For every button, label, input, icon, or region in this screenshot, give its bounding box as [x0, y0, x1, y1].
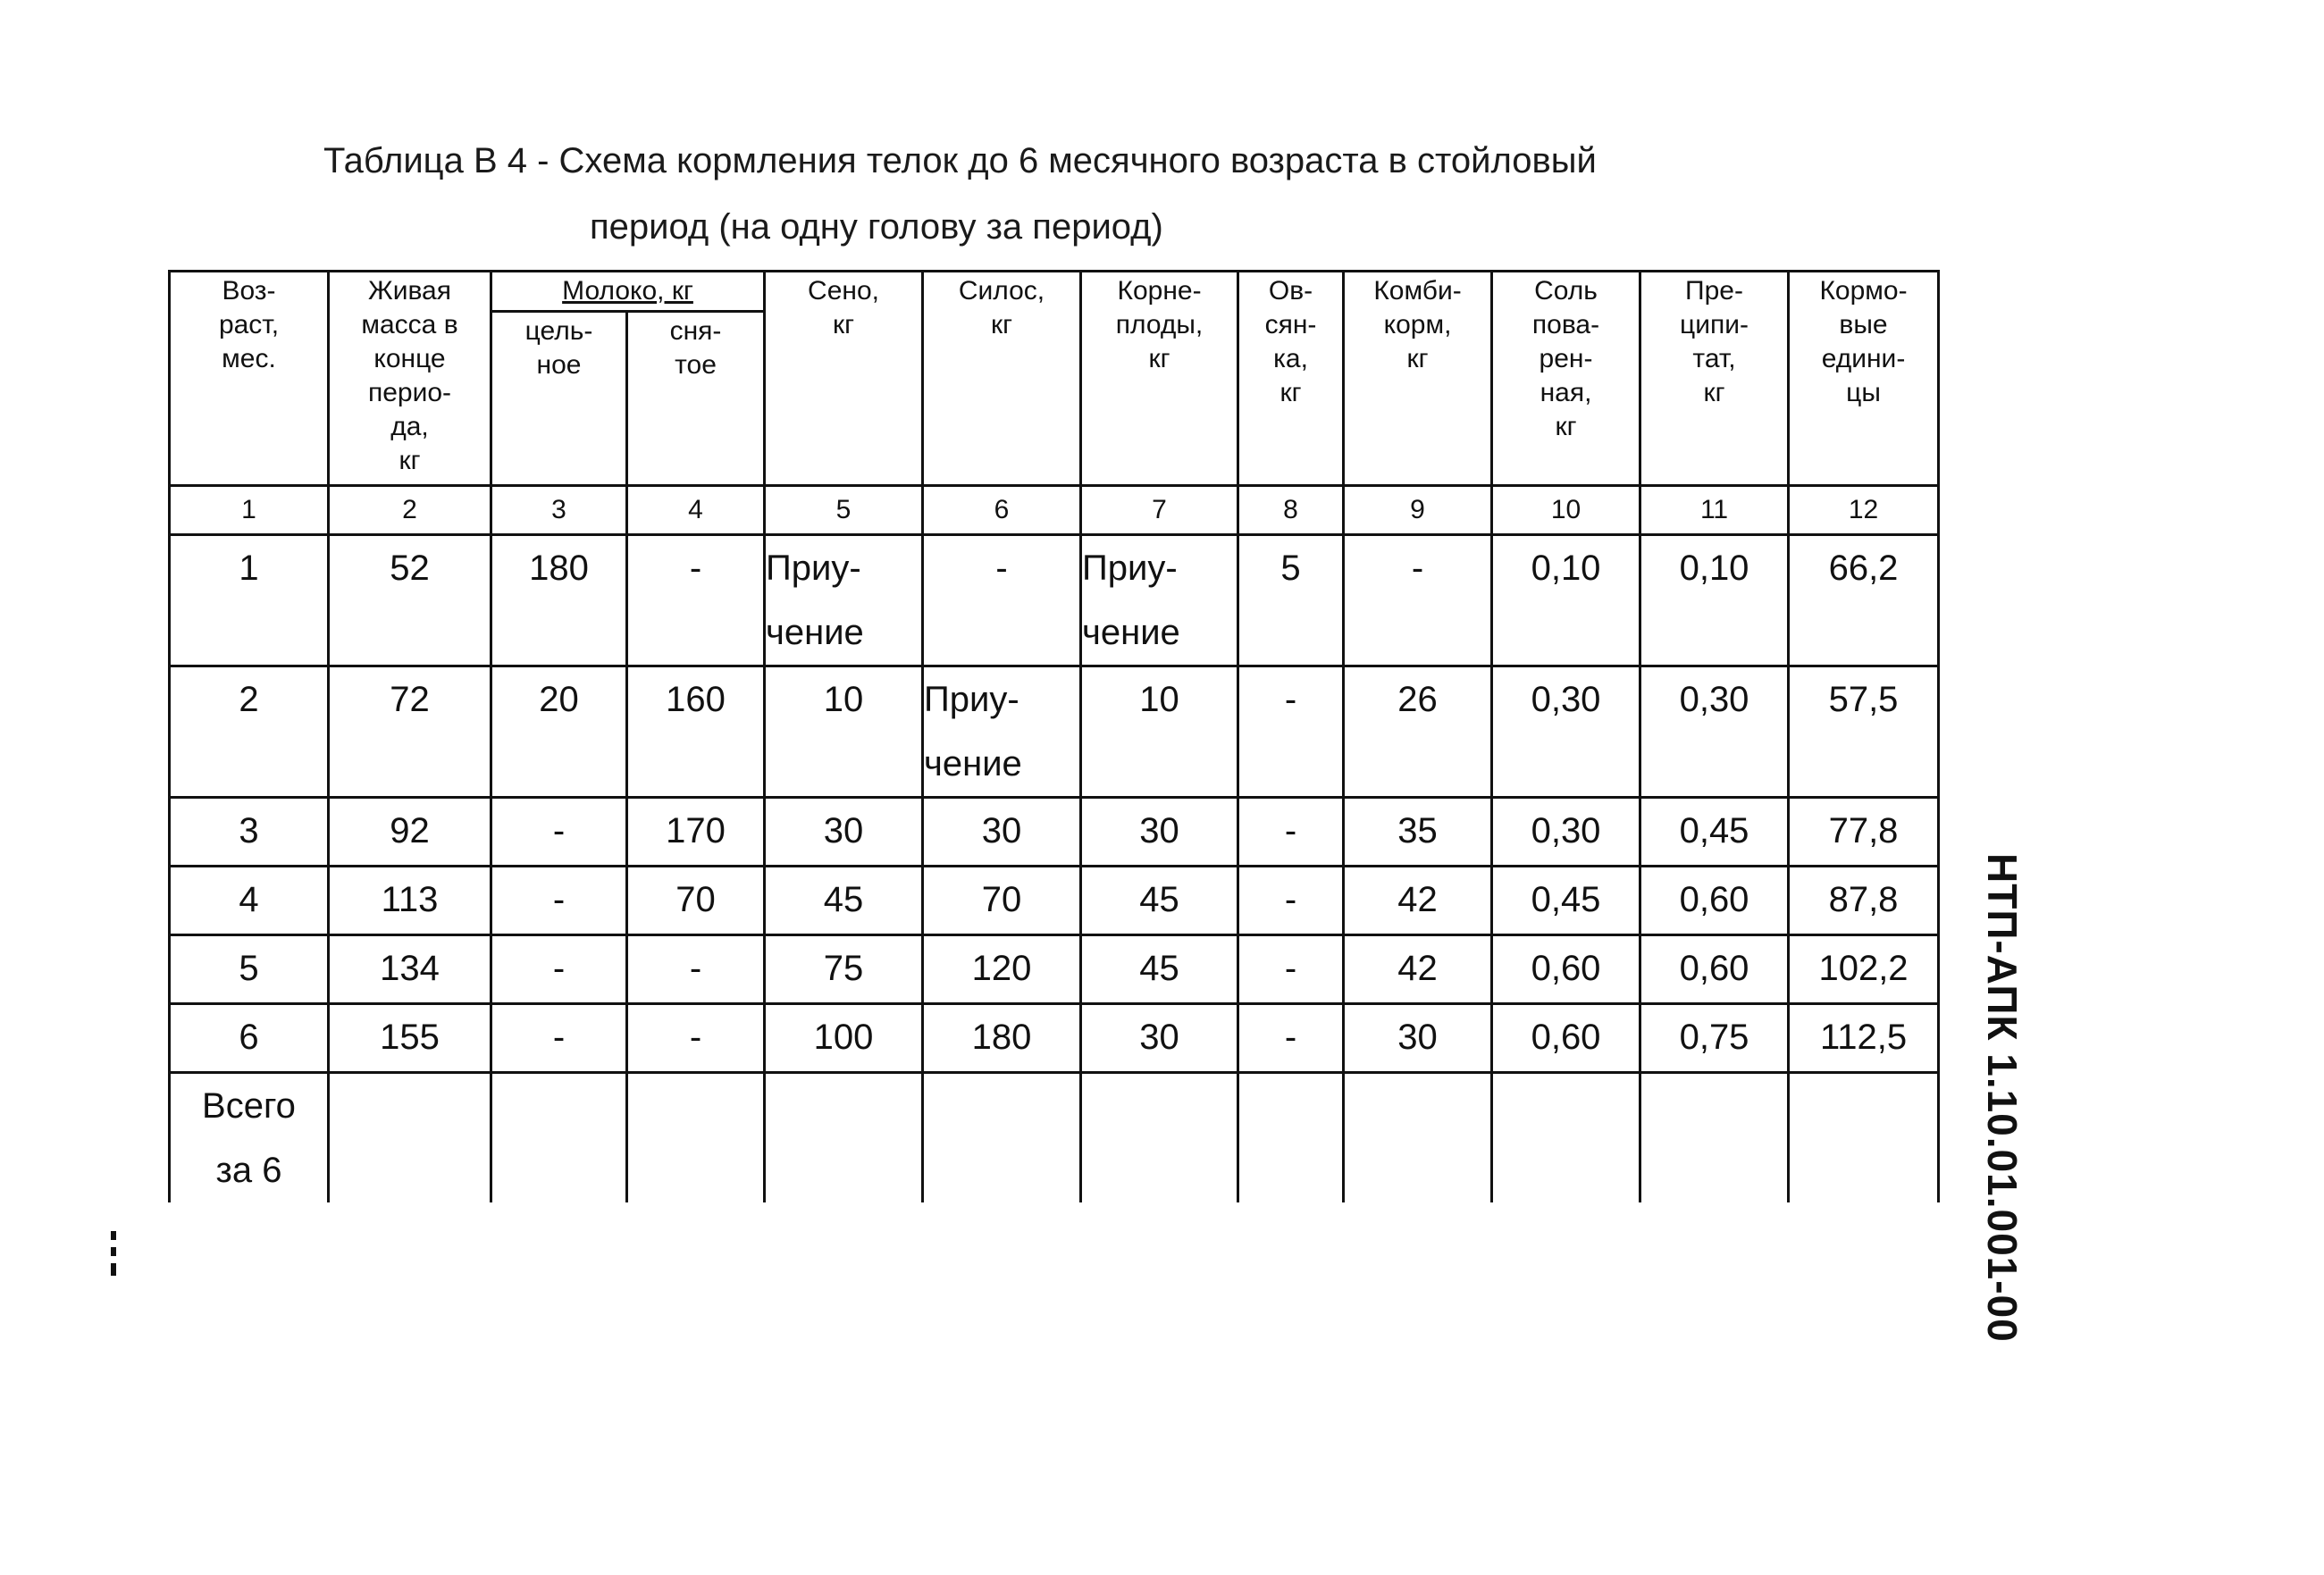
- header-milk-whole: цель- ное: [491, 312, 627, 486]
- table-cell: Приу- чение: [1081, 535, 1238, 666]
- table-cell: 20: [491, 666, 627, 798]
- table-cell: [1081, 1073, 1238, 1203]
- table-cell: 45: [765, 867, 923, 935]
- header-milk-skimmed: сня- тое: [627, 312, 765, 486]
- table-cell: [765, 1073, 923, 1203]
- table-cell: 30: [1081, 1004, 1238, 1073]
- table-caption-line-2: период (на одну голову за период): [590, 207, 1163, 247]
- header-silage: Силос, кг: [923, 272, 1081, 486]
- column-number: 7: [1081, 486, 1238, 535]
- feeding-scheme-table: [168, 270, 1940, 1202]
- table-cell: 70: [923, 867, 1081, 935]
- table-cell: -: [1238, 666, 1344, 798]
- table-cell: -: [627, 1004, 765, 1073]
- table-cell: 102,2: [1789, 935, 1939, 1004]
- table-row: [170, 935, 1939, 1004]
- margin-mark: [111, 1231, 120, 1286]
- table-cell: [1238, 1073, 1344, 1203]
- header-live-weight: Живая масса в конце перио- да, кг: [329, 272, 491, 486]
- table-cell: [1492, 1073, 1640, 1203]
- table-cell: 75: [765, 935, 923, 1004]
- table-cell: 0,10: [1492, 535, 1640, 666]
- table-cell: 66,2: [1789, 535, 1939, 666]
- column-number: 9: [1344, 486, 1492, 535]
- table-cell: 5: [170, 935, 329, 1004]
- table-cell: 180: [491, 535, 627, 666]
- table-cell: 112,5: [1789, 1004, 1939, 1073]
- table-cell: 0,75: [1640, 1004, 1789, 1073]
- table-cell: 180: [923, 1004, 1081, 1073]
- column-number: 8: [1238, 486, 1344, 535]
- header-hay: Сено, кг: [765, 272, 923, 486]
- header-table-salt: Соль пова- рен- ная, кг: [1492, 272, 1640, 486]
- table-cell: -: [491, 798, 627, 867]
- table-row: [170, 666, 1939, 798]
- table-cell: 4: [170, 867, 329, 935]
- table-cell: 5: [1238, 535, 1344, 666]
- table-cell: 35: [1344, 798, 1492, 867]
- table-cell: 57,5: [1789, 666, 1939, 798]
- table-cell: 45: [1081, 935, 1238, 1004]
- table-cell: 30: [1081, 798, 1238, 867]
- table-row: [170, 1004, 1939, 1073]
- header-precipitate: Пре- ципи- тат, кг: [1640, 272, 1789, 486]
- header-age: Воз- раст, мес.: [170, 272, 329, 486]
- table-cell: -: [1238, 867, 1344, 935]
- table-cell: -: [1238, 1004, 1344, 1073]
- table-cell: 1: [170, 535, 329, 666]
- table-cell: 45: [1081, 867, 1238, 935]
- table-cell: 0,60: [1492, 935, 1640, 1004]
- table-cell: 2: [170, 666, 329, 798]
- table-cell: 0,60: [1640, 935, 1789, 1004]
- table-cell: -: [1238, 935, 1344, 1004]
- table-cell: [1640, 1073, 1789, 1203]
- table-cell: 3: [170, 798, 329, 867]
- table-cell: [923, 1073, 1081, 1203]
- table-cell: 6: [170, 1004, 329, 1073]
- table-cell: [627, 1073, 765, 1203]
- table-cell: -: [491, 935, 627, 1004]
- table-cell: 170: [627, 798, 765, 867]
- column-number: 10: [1492, 486, 1640, 535]
- column-number: 1: [170, 486, 329, 535]
- table-cell: -: [627, 935, 765, 1004]
- table-cell: 72: [329, 666, 491, 798]
- table-cell: -: [923, 535, 1081, 666]
- column-number: 4: [627, 486, 765, 535]
- table-cell: [491, 1073, 627, 1203]
- table-cell: 0,60: [1492, 1004, 1640, 1073]
- column-number-row: [170, 486, 1939, 535]
- table-cell: 30: [923, 798, 1081, 867]
- total-label: Всего за 6: [170, 1073, 329, 1203]
- table-cell: 120: [923, 935, 1081, 1004]
- table-cell: -: [1238, 798, 1344, 867]
- table-cell: 0,60: [1640, 867, 1789, 935]
- table-cell: Приу- чение: [765, 535, 923, 666]
- table-caption-line-1: Таблица В 4 - Схема кормления телок до 6 месячного возраста в стойловый: [323, 141, 1597, 180]
- table-cell: 10: [765, 666, 923, 798]
- table-cell: -: [491, 1004, 627, 1073]
- column-number: 11: [1640, 486, 1789, 535]
- table-cell: 77,8: [1789, 798, 1939, 867]
- table-cell: [329, 1073, 491, 1203]
- table-row: [170, 535, 1939, 666]
- column-number: 2: [329, 486, 491, 535]
- column-number: 3: [491, 486, 627, 535]
- header-root-crops: Корне- плоды, кг: [1081, 272, 1238, 486]
- column-number: 6: [923, 486, 1081, 535]
- table-cell: [1344, 1073, 1492, 1203]
- table-cell: 10: [1081, 666, 1238, 798]
- table-cell: -: [627, 535, 765, 666]
- table-cell: -: [1344, 535, 1492, 666]
- table-cell: -: [491, 867, 627, 935]
- header-oatmeal: Ов- сян- ка, кг: [1238, 272, 1344, 486]
- table-cell: 0,45: [1640, 798, 1789, 867]
- table-cell: 52: [329, 535, 491, 666]
- header-compound-feed: Комби- корм, кг: [1344, 272, 1492, 486]
- table-cell: [1789, 1073, 1939, 1203]
- document-code: НТП-АПК 1.10.01.001-00: [1979, 853, 2026, 1343]
- table-cell: 160: [627, 666, 765, 798]
- table-cell: 0,10: [1640, 535, 1789, 666]
- table-cell: Приу- чение: [923, 666, 1081, 798]
- table-cell: 0,30: [1492, 666, 1640, 798]
- table-cell: 30: [1344, 1004, 1492, 1073]
- table-cell: 70: [627, 867, 765, 935]
- table-cell: 0,30: [1492, 798, 1640, 867]
- table-row: [170, 798, 1939, 867]
- table-cell: 134: [329, 935, 491, 1004]
- table-cell: 87,8: [1789, 867, 1939, 935]
- table-cell: 42: [1344, 867, 1492, 935]
- total-row: [170, 1073, 1939, 1203]
- header-milk: Молоко, кг: [491, 272, 765, 312]
- table-cell: 30: [765, 798, 923, 867]
- table-cell: 0,30: [1640, 666, 1789, 798]
- table-cell: 0,45: [1492, 867, 1640, 935]
- column-number: 5: [765, 486, 923, 535]
- table-cell: 26: [1344, 666, 1492, 798]
- table-cell: 100: [765, 1004, 923, 1073]
- column-number: 12: [1789, 486, 1939, 535]
- table-row: [170, 867, 1939, 935]
- table-cell: 92: [329, 798, 491, 867]
- table-cell: 42: [1344, 935, 1492, 1004]
- table-cell: 155: [329, 1004, 491, 1073]
- table-cell: 113: [329, 867, 491, 935]
- header-feed-units: Кормо- вые едини- цы: [1789, 272, 1939, 486]
